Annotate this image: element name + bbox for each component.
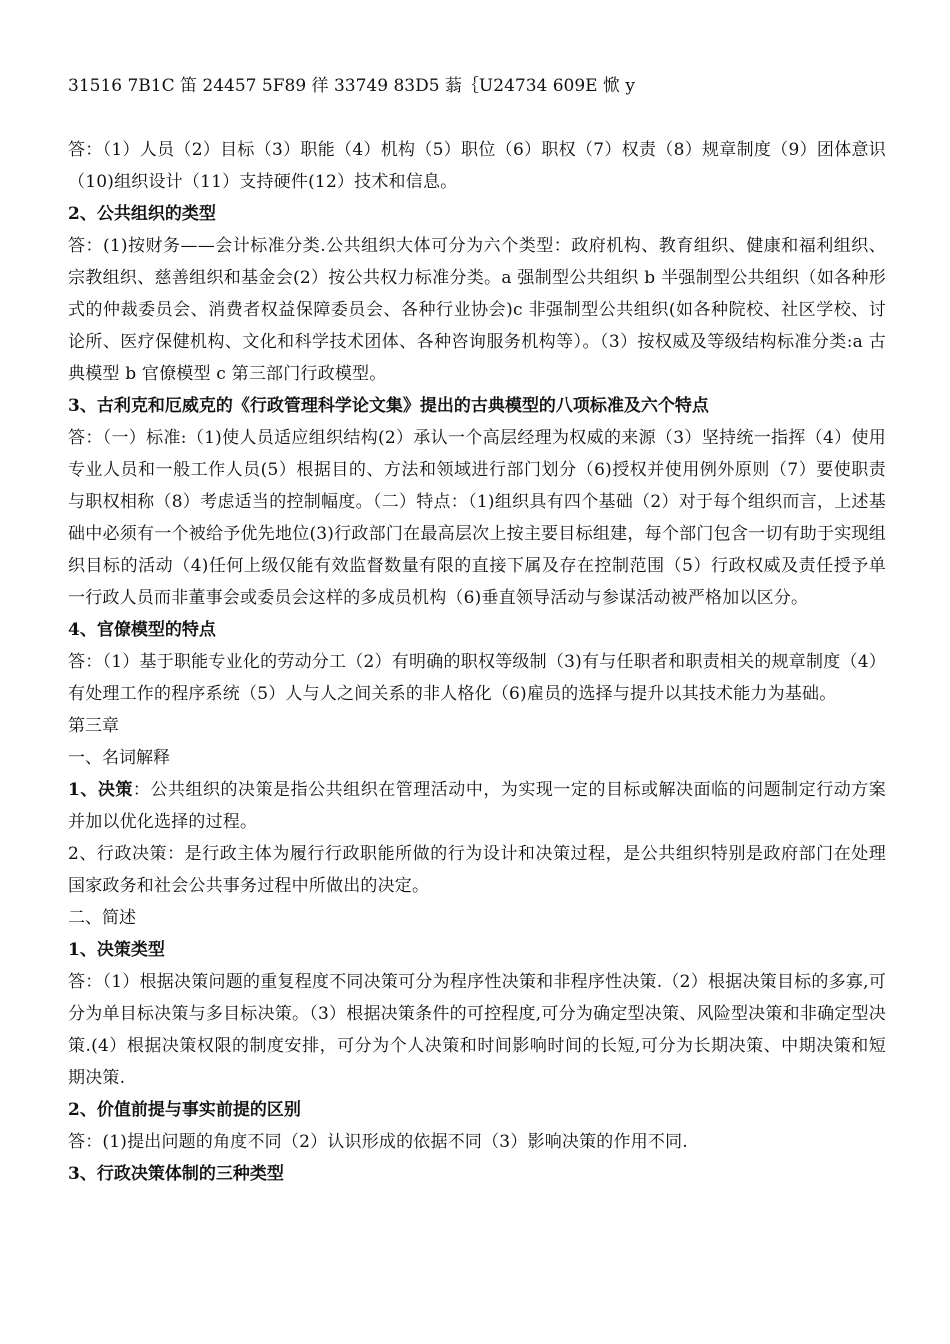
chapter-title: 第三章	[68, 716, 119, 736]
section-heading: 4、官僚模型的特点	[68, 620, 216, 640]
answer-paragraph: 答：(1)按财务——会计标准分类.公共组织大体可分为六个类型：政府机构、教育组织、健康和福利组织、宗教组织、慈善组织和基金会(2）按公共权力标准分类。a 强制型公共组织 b 半强制型公共组织（如各种形式的仲裁委员会、消费者权益保障委员会、各种行业协会)c 非强制型公共组织(如各种院校、社区学校、讨论所、医疗保健机构、文化和科学技术团体、各种咨询服务机构等）。（3）按权威及等级结构标准分类:a 古典模型 b 官僚模型 c 第三部门行政模型。	[68, 236, 886, 384]
section-heading: 1、决策类型	[68, 940, 165, 960]
encoded-header-line: 31516 7B1C 笛 24457 5F89 徉 33749 83D5 蓊｛U24734 609E 惞 y	[68, 76, 636, 96]
definition-paragraph: 2、行政决策：是行政主体为履行行政职能所做的行为设计和决策过程，是公共组织特别是政府部门在处理国家政务和社会公共事务过程中所做出的决定。	[68, 844, 886, 896]
section-heading: 3、古利克和厄威克的《行政管理科学论文集》提出的古典模型的八项标准及六个特点	[68, 396, 709, 416]
subsection-title: 二、简述	[68, 908, 136, 928]
definition-paragraph	[68, 774, 886, 838]
definition-term: 1、决策	[68, 780, 133, 800]
answer-paragraph: 答：（一）标准:（1)使人员适应组织结构(2）承认一个高层经理为权威的来源（3）坚持统一指挥（4）使用专业人员和一般工作人员(5）根据目的、方法和领域进行部门划分（6)授权并使用例外原则（7）要使职责与职权相称（8）考虑适当的控制幅度。（二）特点：（1)组织具有四个基础（2）对于每个组织而言，上述基础中必须有一个被给予优先地位(3)行政部门在最高层次上按主要目标组建，每个部门包含一切有助于实现组织目标的活动（4)任何上级仅能有效监督数量有限的直接下属及存在控制范围（5）行政权威及责任授予单一行政人员而非董事会或委员会这样的多成员机构（6)垂直领导活动与参谋活动被严格加以区分。	[68, 428, 886, 608]
answer-paragraph: 答：（1）基于职能专业化的劳动分工（2）有明确的职权等级制（3)有与任职者和职责相关的规章制度（4）有处理工作的程序系统（5）人与人之间关系的非人格化（6)雇员的选择与提升以其技术能力为基础。	[68, 652, 886, 704]
subsection-title: 一、名词解释	[68, 748, 170, 768]
document-page	[68, 70, 886, 1190]
answer-paragraph: 答：（1）根据决策问题的重复程度不同决策可分为程序性决策和非程序性决策.（2）根据决策目标的多寡,可分为单目标决策与多目标决策。（3）根据决策条件的可控程度,可分为确定型决策、风险型决策和非确定型决策.(4）根据决策权限的制度安排，可分为个人决策和时间影响时间的长短,可分为长期决策、中期决策和短期决策.	[68, 972, 886, 1088]
answer-paragraph: 答：（1）人员（2）目标（3）职能（4）机构（5）职位（6）职权（7）权责（8）规章制度（9）团体意识（10)组织设计（11）支持硬件(12）技术和信息。	[68, 140, 886, 192]
section-heading: 3、行政决策体制的三种类型	[68, 1164, 284, 1184]
definition-text: ：公共组织的决策是指公共组织在管理活动中，为实现一定的目标或解决面临的问题制定行动方案并加以优化选择的过程。	[68, 780, 886, 832]
section-heading: 2、价值前提与事实前提的区别	[68, 1100, 301, 1120]
answer-paragraph: 答：(1)提出问题的角度不同（2）认识形成的依据不同（3）影响决策的作用不同.	[68, 1132, 688, 1152]
section-heading: 2、公共组织的类型	[68, 204, 216, 224]
